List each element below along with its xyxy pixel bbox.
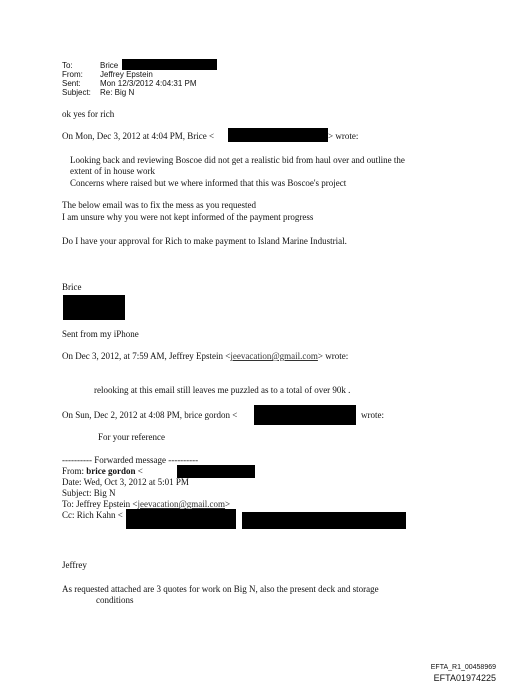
forwarded-body-line2: conditions [96, 595, 134, 605]
header-from-value: Jeffrey Epstein [100, 70, 153, 79]
redaction-box [63, 295, 125, 320]
redaction-box [122, 59, 217, 70]
quote1-intro: On Mon, Dec 3, 2012 at 4:04 PM, Brice < [62, 131, 215, 141]
quote2-body: relooking at this email still leaves me puzzled as to a total of over 90k . [94, 385, 351, 395]
header-sent-value: Mon 12/3/2012 4:04:31 PM [100, 79, 197, 88]
forwarded-cc: Cc: Rich Kahn < [62, 510, 123, 520]
quote1-para2: Concerns where raised but we where informed that this was Boscoe's project [70, 178, 347, 188]
forwarded-subject: Subject: Big N [62, 488, 116, 498]
quote1-para1-line2: extent of in house work [70, 166, 155, 176]
forwarded-from-lt: < [135, 466, 143, 476]
header-to-label: To: [62, 61, 73, 70]
header-to-value: Brice [100, 61, 119, 70]
message-line: The below email was to fix the mess as you requested [62, 200, 256, 210]
sent-from: Sent from my iPhone [62, 329, 139, 339]
quote3-intro: On Sun, Dec 2, 2012 at 4:08 PM, brice gordon < [62, 410, 238, 420]
footer-id: EFTA_R1_00458969 [430, 664, 496, 671]
message-line: I am unsure why you were not kept informed of the payment progress [62, 212, 314, 222]
redaction-box [242, 512, 406, 529]
forwarded-from [62, 466, 143, 477]
redaction-box [228, 128, 328, 142]
forwarded-date: Date: Wed, Oct 3, 2012 at 5:01 PM [62, 477, 189, 487]
redaction-box [254, 405, 356, 425]
forwarded-from-name: brice gordon [86, 466, 136, 476]
header-from-label: From: [62, 70, 83, 79]
quote3-wrote: wrote: [361, 410, 384, 420]
reply-text: ok yes for rich [62, 109, 115, 119]
quote1-wrote: > wrote: [328, 131, 359, 141]
quote2-wrote: > wrote: [317, 351, 349, 361]
forwarded-greeting: Jeffrey [62, 560, 87, 570]
footer-id: EFTA01974225 [433, 673, 496, 683]
forwarded-body-line1: As requested attached are 3 quotes for work on Big N, also the present deck and storage [62, 584, 379, 594]
email-link[interactable]: jeevacation@gmail.com [137, 499, 226, 509]
reference-text: For your reference [98, 432, 165, 442]
header-subject-label: Subject: [62, 88, 91, 97]
forwarded-to-suffix: > [225, 499, 231, 509]
header-subject-value: Re: Big N [100, 88, 135, 97]
forwarded-to-prefix: To: Jeffrey Epstein < [62, 499, 138, 509]
quote1-para1-line1: Looking back and reviewing Boscoe did not get a realistic bid from haul over and outline the [70, 155, 405, 165]
email-link[interactable]: jeevacation@gmail.com [230, 351, 318, 361]
header-sent-label: Sent: [62, 79, 81, 88]
quote2-intro: On Dec 3, 2012, at 7:59 AM, Jeffrey Epstein < [62, 351, 231, 361]
forwarded-from-label: From: [62, 466, 87, 476]
signature: Brice [62, 282, 82, 292]
forwarded-divider: ---------- Forwarded message ---------- [62, 455, 199, 465]
message-line: Do I have your approval for Rich to make payment to Island Marine Industrial. [62, 236, 347, 246]
redaction-box [126, 509, 236, 529]
quote2-line [62, 351, 348, 362]
